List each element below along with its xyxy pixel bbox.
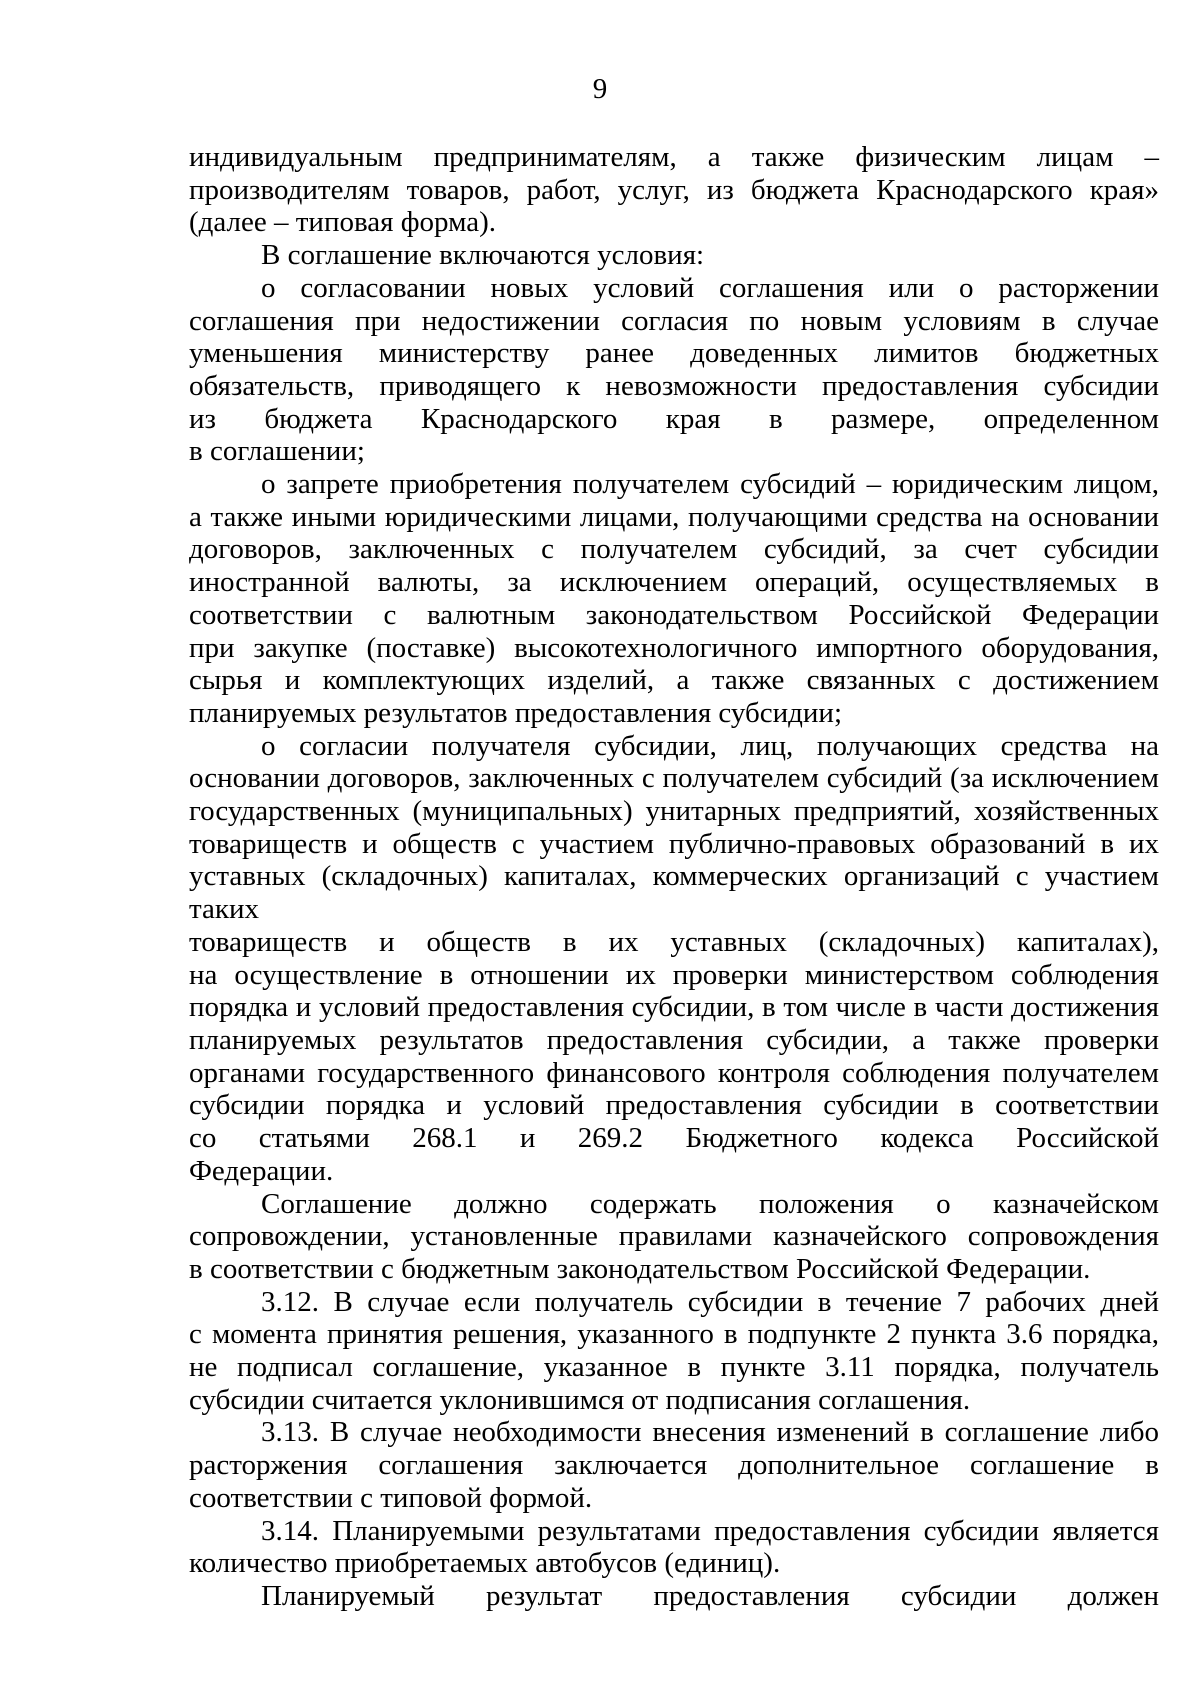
paragraph <box>189 1286 1159 1417</box>
text-line: индивидуальным предпринимателям, а также физическим лицам – <box>189 141 1159 173</box>
text-line: Федерации. <box>189 1154 334 1187</box>
text-line: сырья и комплектующих изделий, а также связанных с достижением <box>189 664 1159 697</box>
text-line: государственных (муниципальных) унитарных предприятий, хозяйственных <box>189 795 1159 828</box>
text-line: 3.12. В случае если получатель субсидии в течение 7 рабочих дней <box>261 1285 1159 1318</box>
document-body <box>189 141 1159 1613</box>
paragraph <box>189 141 1159 239</box>
text-line: о согласии получателя субсидии, лиц, получающих средства на <box>261 729 1159 762</box>
text-line: при закупке (поставке) высокотехнологичного импортного оборудования, <box>189 631 1159 664</box>
paragraph <box>189 1188 1159 1286</box>
text-line: соглашения при недостижении согласия по новым условиям в случае <box>189 304 1159 337</box>
text-line: уменьшения министерству ранее доведенных лимитов бюджетных <box>189 337 1159 370</box>
text-line: договоров, заключенных с получателем субсидий, за счет субсидии <box>189 533 1159 566</box>
text-line: не подписал соглашение, указанное в пункте 3.11 порядка, получатель <box>189 1351 1159 1384</box>
text-line: расторжения соглашения заключается дополнительное соглашение в <box>189 1449 1159 1482</box>
text-line: сопровождении, установленные правилами казначейского сопровождения <box>189 1220 1159 1253</box>
text-line: (далее – типовая форма). <box>189 206 497 239</box>
paragraph <box>189 272 1159 468</box>
paragraph <box>189 239 1159 272</box>
text-line: о запрете приобретения получателем субсидий – юридическим лицом, <box>261 468 1159 501</box>
text-line: планируемых результатов предоставления субсидии, а также проверки <box>189 1023 1159 1056</box>
text-line: иностранной валюты, за исключением операций, осуществляемых в <box>189 566 1159 599</box>
paragraph <box>189 1416 1159 1514</box>
text-line: товариществ и обществ в их уставных (складочных) капиталах), <box>189 925 1159 958</box>
text-line: планируемых результатов предоставления субсидии; <box>189 696 843 729</box>
paragraph <box>189 1580 1159 1613</box>
text-line: субсидии порядка и условий предоставления субсидии в соответствии <box>189 1089 1159 1122</box>
text-line: обязательств, приводящего к невозможности предоставления субсидии <box>189 369 1159 402</box>
text-line: товариществ и обществ с участием публично-правовых образований в их <box>189 827 1159 860</box>
text-line: соответствии с валютным законодательством Российской Федерации <box>189 598 1159 631</box>
text-line: 3.13. В случае необходимости внесения изменений в соглашение либо <box>261 1416 1159 1449</box>
text-line: в соответствии с бюджетным законодательством Российской Федерации. <box>189 1252 1091 1285</box>
text-line: 3.14. Планируемыми результатами предоставления субсидии является <box>261 1514 1159 1547</box>
paragraph <box>189 730 1159 1188</box>
text-line: со статьями 268.1 и 269.2 Бюджетного кодекса Российской <box>189 1122 1159 1155</box>
text-line: на осуществление в отношении их проверки министерством соблюдения <box>189 958 1159 991</box>
text-line: Соглашение должно содержать положения о казначейском <box>261 1187 1159 1220</box>
paragraph <box>189 1515 1159 1580</box>
page-number: 9 <box>592 73 608 105</box>
text-line: а также иными юридическими лицами, получающими средства на основании <box>189 500 1159 533</box>
text-line: количество приобретаемых автобусов (единиц). <box>189 1547 781 1580</box>
text-line: порядка и условий предоставления субсидии, в том числе в части достижения <box>189 991 1159 1024</box>
text-line: субсидии считается уклонившимся от подписания соглашения. <box>189 1383 971 1416</box>
text-line: органами государственного финансового контроля соблюдения получателем <box>189 1056 1159 1089</box>
text-line: В соглашение включаются условия: <box>261 239 705 272</box>
text-line: из бюджета Краснодарского края в размере, определенном <box>189 402 1159 435</box>
text-line: о согласовании новых условий соглашения или о расторжении <box>261 271 1159 304</box>
text-line: основании договоров, заключенных с получателем субсидий (за исключением <box>189 762 1159 795</box>
text-line: производителям товаров, работ, услуг, из бюджета Краснодарского края» <box>189 173 1159 206</box>
paragraph <box>189 468 1159 730</box>
text-line: в соглашении; <box>189 435 365 468</box>
text-line: Планируемый результат предоставления субсидии должен <box>261 1579 1159 1612</box>
text-line: соответствии с типовой формой. <box>189 1481 593 1514</box>
text-line: с момента принятия решения, указанного в подпункте 2 пункта 3.6 порядка, <box>189 1318 1159 1351</box>
text-line: уставных (складочных) капиталах, коммерческих организаций с участием таких <box>189 860 1159 926</box>
